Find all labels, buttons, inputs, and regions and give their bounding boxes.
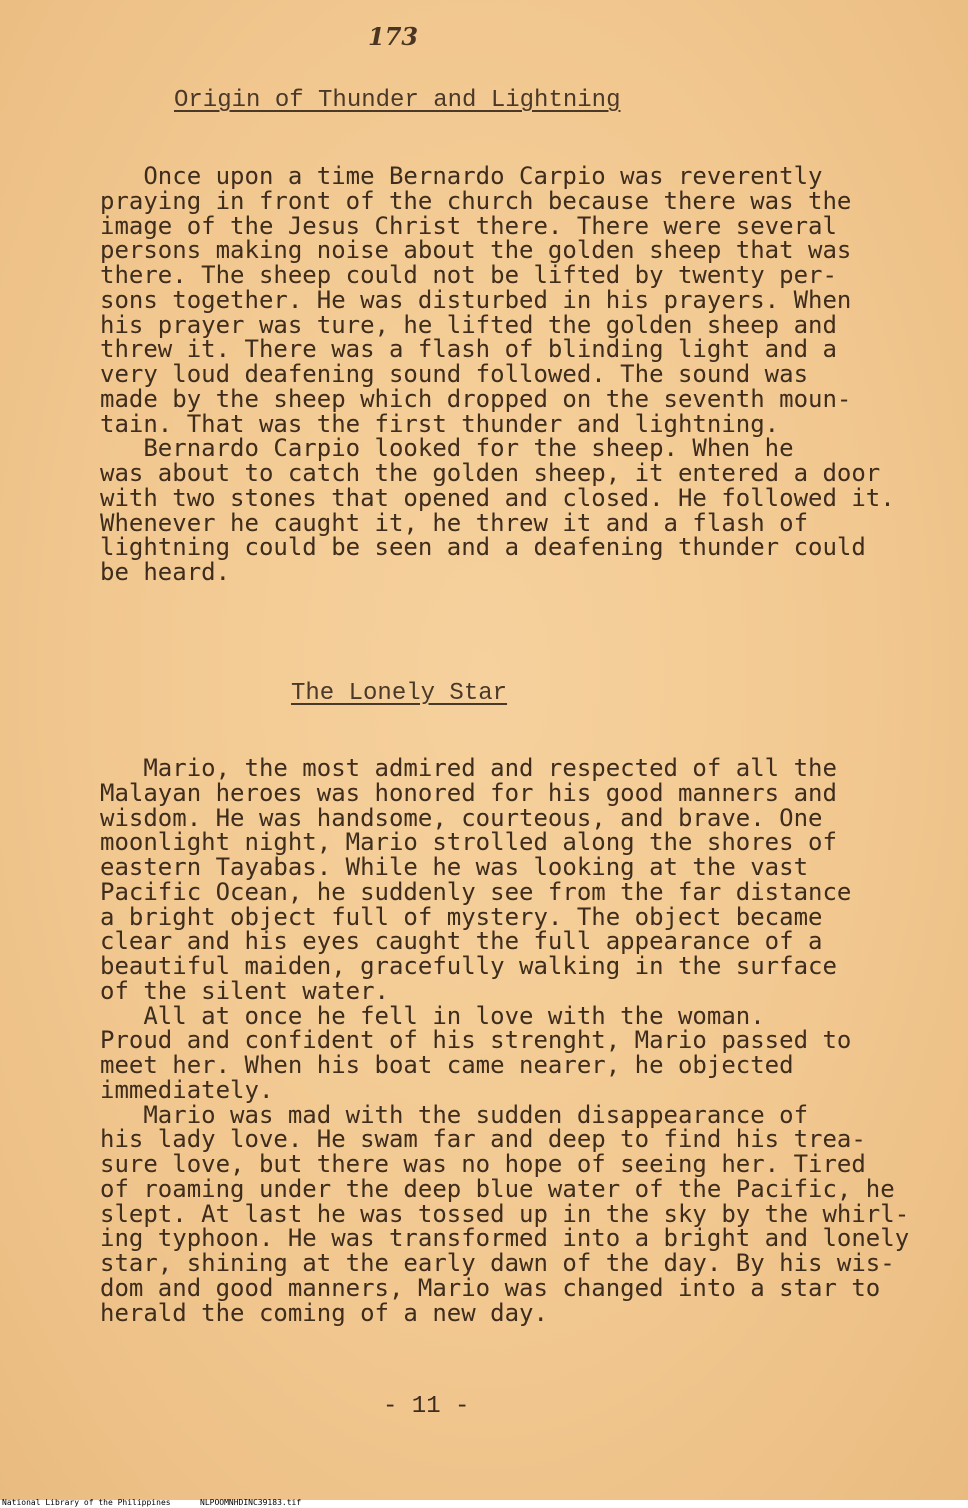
- text-line: dom and good manners, Mario was changed into a star to: [100, 1273, 881, 1302]
- typed-page-number: - 11 -: [383, 1393, 470, 1420]
- text-line: Proud and confident of his strenght, Mario passed to: [100, 1026, 852, 1055]
- text-line: slept. At last he was tossed up in the sky by the whirl-: [100, 1199, 910, 1228]
- text-line: herald the coming of a new day.: [100, 1298, 548, 1327]
- text-line: meet her. When his boat came nearer, he objected: [100, 1051, 794, 1079]
- text-line: Malayan heroes was honored for his good manners and: [100, 778, 837, 807]
- text-line: star, shining at the early dawn of the day. By his wis-: [100, 1249, 895, 1277]
- text-line: made by the sheep which dropped on the seventh moun-: [100, 384, 852, 413]
- story-title-lonely-star: The Lonely Star: [291, 680, 508, 707]
- text-line: sure love, but there was no hope of seeing her. Tired: [100, 1150, 866, 1178]
- text-line: his lady love. He swam far and deep to find his trea-: [100, 1125, 866, 1154]
- text-line: wisdom. He was handsome, courteous, and brave. One: [100, 803, 823, 832]
- text-line: image of the Jesus Christ there. There were several: [100, 211, 837, 240]
- text-line: beautiful maiden, gracefully walking in the surface: [100, 952, 837, 980]
- story-body-thunder: [100, 164, 950, 585]
- text-line: All at once he fell in love with the woman.: [100, 1001, 765, 1030]
- text-line: moonlight night, Mario strolled along the shores of: [100, 828, 837, 857]
- text-line: lightning could be seen and a deafening thunder could: [100, 533, 866, 562]
- text-line: Mario, the most admired and respected of all the: [100, 754, 837, 782]
- text-line: Once upon a time Bernardo Carpio was reverently: [100, 162, 823, 190]
- footer-filename: NLPOOMNHDINC39183.tif: [200, 1498, 302, 1507]
- text-line: praying in front of the church because there was the: [100, 186, 852, 215]
- text-line: very loud deafening sound followed. The sound was: [100, 360, 809, 388]
- text-line: there. The sheep could not be lifted by twenty per-: [100, 261, 837, 289]
- text-line: clear and his eyes caught the full appearance of a: [100, 927, 823, 956]
- text-line: with two stones that opened and closed. He followed it.: [100, 483, 895, 512]
- text-line: ing typhoon. He was transformed into a bright and lonely: [100, 1224, 910, 1253]
- text-line: Pacific Ocean, he suddenly see from the far distance: [100, 877, 852, 906]
- text-line: Whenever he caught it, he threw it and a flash of: [100, 508, 809, 537]
- story-body-lonely-star: [100, 756, 950, 1325]
- text-line: was about to catch the golden sheep, it entered a door: [100, 459, 881, 487]
- text-line: Mario was mad with the sudden disappearance of: [100, 1100, 809, 1129]
- story-title-thunder: Origin of Thunder and Lightning: [174, 87, 621, 114]
- text-line: a bright object full of mystery. The object became: [100, 902, 823, 931]
- text-line: Bernardo Carpio looked for the sheep. When he: [100, 434, 794, 463]
- text-line: immediately.: [100, 1075, 274, 1104]
- text-line: be heard.: [100, 558, 231, 586]
- footer-institution: National Library of the Philippines: [2, 1498, 171, 1507]
- handwritten-page-number: 173: [368, 22, 419, 51]
- scan-footer-bar: [0, 1500, 968, 1508]
- text-line: his prayer was ture, he lifted the golden sheep and: [100, 310, 837, 339]
- text-line: of roaming under the deep blue water of the Pacific, he: [100, 1174, 895, 1203]
- text-line: persons making noise about the golden sheep that was: [100, 236, 852, 265]
- text-line: of the silent water.: [100, 976, 389, 1005]
- text-line: tain. That was the first thunder and lightning.: [100, 409, 780, 438]
- text-line: threw it. There was a flash of blinding light and a: [100, 335, 837, 364]
- text-line: sons together. He was disturbed in his prayers. When: [100, 285, 852, 314]
- text-line: eastern Tayabas. While he was looking at the vast: [100, 853, 809, 881]
